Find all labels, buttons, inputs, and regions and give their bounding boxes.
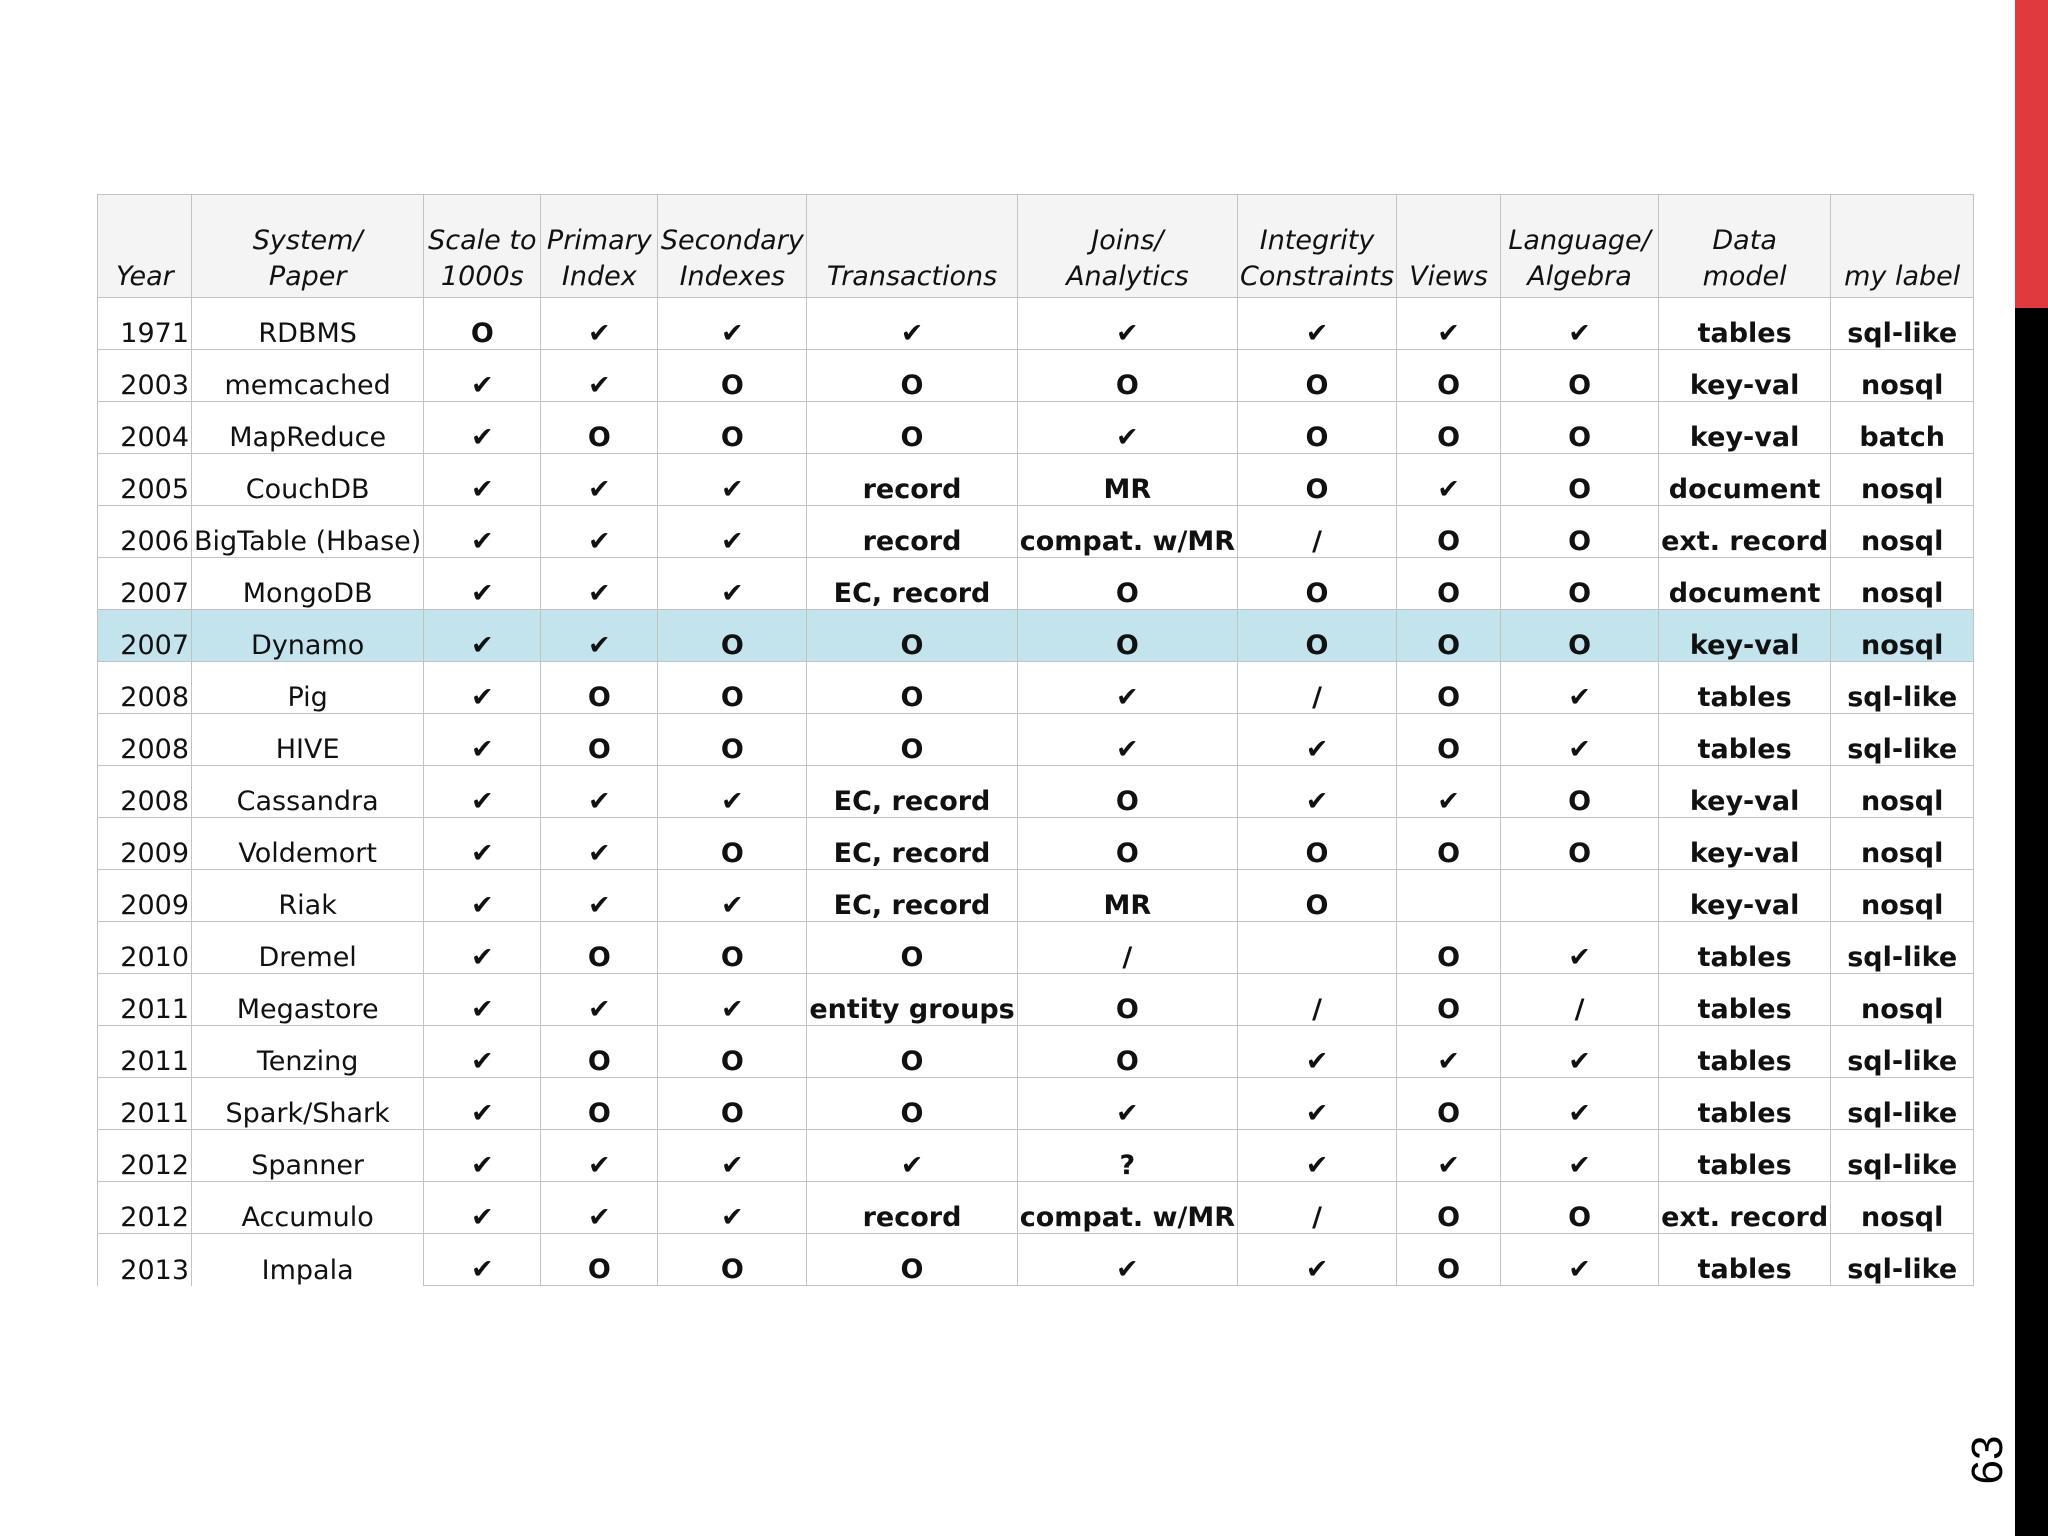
- cell-views: ✔: [1397, 1130, 1501, 1182]
- cell-views: [1397, 870, 1501, 922]
- cell-language-algebra: ✔: [1501, 1234, 1659, 1286]
- cell-views: O: [1397, 714, 1501, 766]
- cell-secondary-indexes: ✔: [658, 766, 807, 818]
- cell-views: O: [1397, 506, 1501, 558]
- cell-secondary-indexes: ✔: [658, 298, 807, 350]
- cell-integrity-constraints: ✔: [1238, 1234, 1397, 1286]
- cell-data-model: key-val: [1659, 350, 1831, 402]
- cell-scale-to-1000s: ✔: [424, 818, 541, 870]
- cell-my-label: sql-like: [1831, 1026, 1974, 1078]
- cell-views: O: [1397, 350, 1501, 402]
- cell-integrity-constraints: O: [1238, 818, 1397, 870]
- cell-primary-index: O: [541, 1026, 658, 1078]
- header-transactions: [807, 195, 1017, 298]
- cell-integrity-constraints: ✔: [1238, 298, 1397, 350]
- cell-system-paper: Tenzing: [192, 1026, 424, 1078]
- cell-data-model: key-val: [1659, 870, 1831, 922]
- cell-primary-index: ✔: [541, 974, 658, 1026]
- table-row: [98, 1182, 1974, 1234]
- cell-my-label: sql-like: [1831, 1130, 1974, 1182]
- cell-data-model: tables: [1659, 714, 1831, 766]
- table-row: [98, 662, 1974, 714]
- header-data-model-line: Data: [1712, 225, 1777, 256]
- header-data-model-line: model: [1702, 261, 1787, 292]
- header-year-line: Year: [116, 261, 174, 292]
- cell-transactions: ✔: [807, 1130, 1017, 1182]
- cell-data-model: tables: [1659, 1234, 1831, 1286]
- cell-primary-index: O: [541, 922, 658, 974]
- cell-secondary-indexes: ✔: [658, 974, 807, 1026]
- cell-language-algebra: ✔: [1501, 1078, 1659, 1130]
- header-primary-index: [541, 195, 658, 298]
- header-scale-to-1000s: [424, 195, 541, 298]
- cell-integrity-constraints: O: [1238, 454, 1397, 506]
- cell-scale-to-1000s: ✔: [424, 714, 541, 766]
- cell-views: ✔: [1397, 298, 1501, 350]
- cell-my-label: sql-like: [1831, 922, 1974, 974]
- cell-my-label: nosql: [1831, 870, 1974, 922]
- cell-data-model: document: [1659, 558, 1831, 610]
- cell-year: 2006: [98, 506, 192, 558]
- cell-language-algebra: ✔: [1501, 298, 1659, 350]
- cell-secondary-indexes: O: [658, 402, 807, 454]
- cell-year: 2007: [98, 610, 192, 662]
- cell-data-model: tables: [1659, 1130, 1831, 1182]
- cell-my-label: nosql: [1831, 818, 1974, 870]
- cell-year: 2013: [98, 1234, 192, 1286]
- cell-transactions: O: [807, 922, 1017, 974]
- cell-scale-to-1000s: ✔: [424, 974, 541, 1026]
- cell-secondary-indexes: ✔: [658, 558, 807, 610]
- cell-transactions: EC, record: [807, 766, 1017, 818]
- cell-joins-analytics: ✔: [1017, 1078, 1237, 1130]
- cell-transactions: O: [807, 402, 1017, 454]
- cell-scale-to-1000s: ✔: [424, 1234, 541, 1286]
- cell-system-paper: Riak: [192, 870, 424, 922]
- cell-system-paper: Megastore: [192, 974, 424, 1026]
- header-secondary-indexes: [658, 195, 807, 298]
- cell-joins-analytics: compat. w/MR: [1017, 506, 1237, 558]
- cell-year: 2010: [98, 922, 192, 974]
- header-language-algebra-line: Algebra: [1527, 261, 1632, 292]
- cell-language-algebra: O: [1501, 818, 1659, 870]
- cell-data-model: key-val: [1659, 818, 1831, 870]
- cell-language-algebra: [1501, 870, 1659, 922]
- cell-primary-index: O: [541, 402, 658, 454]
- cell-scale-to-1000s: ✔: [424, 662, 541, 714]
- cell-my-label: nosql: [1831, 558, 1974, 610]
- header-system-paper-line: Paper: [268, 261, 347, 292]
- header-joins-analytics-line: Joins/: [1091, 225, 1164, 256]
- sidebar-accent-black: [2015, 308, 2048, 1536]
- page-number: 63: [1963, 1435, 2012, 1485]
- table-header-row: [98, 195, 1974, 298]
- header-views-line: Views: [1409, 261, 1488, 292]
- cell-views: O: [1397, 1078, 1501, 1130]
- cell-year: 2011: [98, 1078, 192, 1130]
- cell-data-model: ext. record: [1659, 506, 1831, 558]
- table-row: [98, 558, 1974, 610]
- header-integrity-constraints-line: Constraints: [1240, 261, 1395, 292]
- table-row: [98, 506, 1974, 558]
- cell-my-label: nosql: [1831, 610, 1974, 662]
- table-row: [98, 818, 1974, 870]
- cell-joins-analytics: O: [1017, 350, 1237, 402]
- cell-transactions: O: [807, 1078, 1017, 1130]
- cell-joins-analytics: ✔: [1017, 714, 1237, 766]
- header-scale-to-1000s-line: Scale to: [428, 225, 537, 256]
- cell-system-paper: MapReduce: [192, 402, 424, 454]
- cell-secondary-indexes: ✔: [658, 454, 807, 506]
- cell-language-algebra: O: [1501, 506, 1659, 558]
- cell-joins-analytics: ✔: [1017, 1234, 1237, 1286]
- comparison-table: [97, 194, 1974, 1286]
- cell-scale-to-1000s: O: [424, 298, 541, 350]
- cell-system-paper: Spark/Shark: [192, 1078, 424, 1130]
- cell-my-label: batch: [1831, 402, 1974, 454]
- cell-integrity-constraints: O: [1238, 350, 1397, 402]
- cell-year: 2012: [98, 1182, 192, 1234]
- table-row: [98, 714, 1974, 766]
- cell-language-algebra: O: [1501, 454, 1659, 506]
- cell-primary-index: ✔: [541, 818, 658, 870]
- cell-my-label: nosql: [1831, 350, 1974, 402]
- cell-system-paper: RDBMS: [192, 298, 424, 350]
- cell-views: O: [1397, 922, 1501, 974]
- cell-scale-to-1000s: ✔: [424, 506, 541, 558]
- cell-integrity-constraints: O: [1238, 610, 1397, 662]
- cell-joins-analytics: O: [1017, 818, 1237, 870]
- cell-primary-index: ✔: [541, 558, 658, 610]
- cell-integrity-constraints: ✔: [1238, 766, 1397, 818]
- cell-data-model: key-val: [1659, 402, 1831, 454]
- cell-system-paper: memcached: [192, 350, 424, 402]
- cell-my-label: nosql: [1831, 1182, 1974, 1234]
- table-row: [98, 298, 1974, 350]
- cell-year: 2011: [98, 974, 192, 1026]
- cell-system-paper: Cassandra: [192, 766, 424, 818]
- cell-integrity-constraints: ✔: [1238, 1078, 1397, 1130]
- cell-scale-to-1000s: ✔: [424, 610, 541, 662]
- cell-scale-to-1000s: ✔: [424, 922, 541, 974]
- cell-scale-to-1000s: ✔: [424, 1182, 541, 1234]
- cell-views: ✔: [1397, 454, 1501, 506]
- cell-system-paper: Voldemort: [192, 818, 424, 870]
- cell-transactions: record: [807, 506, 1017, 558]
- cell-joins-analytics: O: [1017, 610, 1237, 662]
- cell-transactions: O: [807, 350, 1017, 402]
- cell-integrity-constraints: /: [1238, 974, 1397, 1026]
- header-transactions-line: Transactions: [826, 261, 998, 292]
- cell-views: ✔: [1397, 1026, 1501, 1078]
- cell-transactions: record: [807, 454, 1017, 506]
- cell-views: ✔: [1397, 766, 1501, 818]
- cell-primary-index: ✔: [541, 506, 658, 558]
- cell-secondary-indexes: ✔: [658, 1130, 807, 1182]
- header-primary-index-line: Primary: [546, 225, 652, 256]
- table-body: [98, 298, 1974, 1286]
- cell-my-label: nosql: [1831, 454, 1974, 506]
- cell-year: 2008: [98, 662, 192, 714]
- cell-primary-index: ✔: [541, 870, 658, 922]
- cell-integrity-constraints: ✔: [1238, 1026, 1397, 1078]
- cell-views: O: [1397, 1182, 1501, 1234]
- cell-integrity-constraints: ✔: [1238, 1130, 1397, 1182]
- cell-integrity-constraints: /: [1238, 506, 1397, 558]
- header-integrity-constraints-line: Integrity: [1259, 225, 1375, 256]
- cell-data-model: tables: [1659, 662, 1831, 714]
- cell-data-model: tables: [1659, 974, 1831, 1026]
- cell-secondary-indexes: O: [658, 818, 807, 870]
- cell-transactions: O: [807, 714, 1017, 766]
- header-my-label: [1831, 195, 1974, 298]
- cell-system-paper: Impala: [192, 1234, 424, 1286]
- cell-views: O: [1397, 662, 1501, 714]
- cell-year: 2005: [98, 454, 192, 506]
- cell-primary-index: O: [541, 714, 658, 766]
- header-views: [1397, 195, 1501, 298]
- cell-primary-index: ✔: [541, 766, 658, 818]
- cell-language-algebra: ✔: [1501, 662, 1659, 714]
- header-data-model: [1659, 195, 1831, 298]
- cell-data-model: tables: [1659, 922, 1831, 974]
- cell-views: O: [1397, 818, 1501, 870]
- table-row: [98, 402, 1974, 454]
- cell-year: 2007: [98, 558, 192, 610]
- cell-integrity-constraints: /: [1238, 1182, 1397, 1234]
- header-language-algebra-line: Language/: [1508, 225, 1651, 256]
- cell-data-model: document: [1659, 454, 1831, 506]
- cell-scale-to-1000s: ✔: [424, 350, 541, 402]
- cell-secondary-indexes: ✔: [658, 870, 807, 922]
- table-row: [98, 454, 1974, 506]
- cell-joins-analytics: O: [1017, 974, 1237, 1026]
- cell-year: 2012: [98, 1130, 192, 1182]
- cell-data-model: tables: [1659, 298, 1831, 350]
- cell-language-algebra: ✔: [1501, 1026, 1659, 1078]
- cell-primary-index: O: [541, 662, 658, 714]
- cell-secondary-indexes: ✔: [658, 506, 807, 558]
- cell-scale-to-1000s: ✔: [424, 766, 541, 818]
- cell-system-paper: Accumulo: [192, 1182, 424, 1234]
- cell-system-paper: BigTable (Hbase): [192, 506, 424, 558]
- cell-joins-analytics: compat. w/MR: [1017, 1182, 1237, 1234]
- cell-secondary-indexes: O: [658, 922, 807, 974]
- cell-primary-index: ✔: [541, 1182, 658, 1234]
- header-primary-index-line: Index: [561, 261, 637, 292]
- cell-transactions: O: [807, 1234, 1017, 1286]
- table-row: [98, 1078, 1974, 1130]
- cell-secondary-indexes: O: [658, 350, 807, 402]
- cell-primary-index: ✔: [541, 610, 658, 662]
- cell-joins-analytics: O: [1017, 766, 1237, 818]
- cell-year: 2003: [98, 350, 192, 402]
- cell-transactions: O: [807, 1026, 1017, 1078]
- cell-my-label: sql-like: [1831, 714, 1974, 766]
- cell-language-algebra: O: [1501, 1182, 1659, 1234]
- cell-scale-to-1000s: ✔: [424, 1130, 541, 1182]
- cell-transactions: entity groups: [807, 974, 1017, 1026]
- header-scale-to-1000s-line: 1000s: [440, 261, 524, 292]
- cell-transactions: ✔: [807, 298, 1017, 350]
- table-row: [98, 610, 1974, 662]
- cell-data-model: key-val: [1659, 610, 1831, 662]
- cell-system-paper: Dremel: [192, 922, 424, 974]
- cell-language-algebra: ✔: [1501, 1130, 1659, 1182]
- cell-data-model: tables: [1659, 1026, 1831, 1078]
- cell-integrity-constraints: O: [1238, 402, 1397, 454]
- header-year: [98, 195, 192, 298]
- cell-language-algebra: O: [1501, 350, 1659, 402]
- cell-secondary-indexes: ✔: [658, 1182, 807, 1234]
- table-row: [98, 1026, 1974, 1078]
- cell-language-algebra: O: [1501, 558, 1659, 610]
- cell-year: 2004: [98, 402, 192, 454]
- cell-integrity-constraints: O: [1238, 558, 1397, 610]
- cell-my-label: sql-like: [1831, 298, 1974, 350]
- cell-integrity-constraints: /: [1238, 662, 1397, 714]
- cell-my-label: nosql: [1831, 506, 1974, 558]
- cell-joins-analytics: O: [1017, 1026, 1237, 1078]
- cell-views: O: [1397, 402, 1501, 454]
- sidebar-accent-red: [2015, 0, 2048, 308]
- cell-transactions: EC, record: [807, 870, 1017, 922]
- cell-system-paper: Spanner: [192, 1130, 424, 1182]
- cell-system-paper: Dynamo: [192, 610, 424, 662]
- cell-views: O: [1397, 610, 1501, 662]
- cell-year: 2009: [98, 818, 192, 870]
- cell-transactions: EC, record: [807, 558, 1017, 610]
- table-row: [98, 1234, 1974, 1286]
- cell-scale-to-1000s: ✔: [424, 1026, 541, 1078]
- cell-secondary-indexes: O: [658, 1078, 807, 1130]
- cell-language-algebra: ✔: [1501, 922, 1659, 974]
- table-row: [98, 974, 1974, 1026]
- table-row: [98, 922, 1974, 974]
- cell-language-algebra: ✔: [1501, 714, 1659, 766]
- cell-primary-index: ✔: [541, 350, 658, 402]
- cell-joins-analytics: MR: [1017, 454, 1237, 506]
- table-row: [98, 870, 1974, 922]
- cell-my-label: sql-like: [1831, 1078, 1974, 1130]
- cell-year: 2008: [98, 766, 192, 818]
- cell-scale-to-1000s: ✔: [424, 402, 541, 454]
- header-joins-analytics: [1017, 195, 1237, 298]
- cell-system-paper: HIVE: [192, 714, 424, 766]
- cell-transactions: EC, record: [807, 818, 1017, 870]
- cell-language-algebra: O: [1501, 610, 1659, 662]
- cell-primary-index: O: [541, 1078, 658, 1130]
- cell-secondary-indexes: O: [658, 1234, 807, 1286]
- table-row: [98, 1130, 1974, 1182]
- cell-system-paper: Pig: [192, 662, 424, 714]
- cell-secondary-indexes: O: [658, 662, 807, 714]
- cell-primary-index: ✔: [541, 298, 658, 350]
- cell-integrity-constraints: O: [1238, 870, 1397, 922]
- cell-joins-analytics: /: [1017, 922, 1237, 974]
- header-language-algebra: [1501, 195, 1659, 298]
- cell-integrity-constraints: [1238, 922, 1397, 974]
- header-secondary-indexes-line: Secondary: [660, 225, 804, 256]
- cell-views: O: [1397, 1234, 1501, 1286]
- cell-language-algebra: O: [1501, 402, 1659, 454]
- cell-scale-to-1000s: ✔: [424, 454, 541, 506]
- cell-joins-analytics: ?: [1017, 1130, 1237, 1182]
- cell-year: 2008: [98, 714, 192, 766]
- cell-year: 2011: [98, 1026, 192, 1078]
- table-row: [98, 350, 1974, 402]
- cell-transactions: O: [807, 610, 1017, 662]
- cell-joins-analytics: O: [1017, 558, 1237, 610]
- header-system-paper-line: System/: [252, 225, 363, 256]
- cell-scale-to-1000s: ✔: [424, 870, 541, 922]
- cell-language-algebra: /: [1501, 974, 1659, 1026]
- cell-views: O: [1397, 558, 1501, 610]
- cell-joins-analytics: MR: [1017, 870, 1237, 922]
- cell-my-label: nosql: [1831, 766, 1974, 818]
- cell-year: 1971: [98, 298, 192, 350]
- cell-secondary-indexes: O: [658, 714, 807, 766]
- cell-transactions: record: [807, 1182, 1017, 1234]
- header-system-paper: [192, 195, 424, 298]
- cell-scale-to-1000s: ✔: [424, 558, 541, 610]
- cell-language-algebra: O: [1501, 766, 1659, 818]
- cell-scale-to-1000s: ✔: [424, 1078, 541, 1130]
- cell-joins-analytics: ✔: [1017, 298, 1237, 350]
- cell-data-model: tables: [1659, 1078, 1831, 1130]
- cell-primary-index: ✔: [541, 1130, 658, 1182]
- cell-transactions: O: [807, 662, 1017, 714]
- cell-views: O: [1397, 974, 1501, 1026]
- cell-joins-analytics: ✔: [1017, 662, 1237, 714]
- cell-year: 2009: [98, 870, 192, 922]
- cell-system-paper: CouchDB: [192, 454, 424, 506]
- cell-primary-index: ✔: [541, 454, 658, 506]
- cell-data-model: key-val: [1659, 766, 1831, 818]
- cell-my-label: sql-like: [1831, 662, 1974, 714]
- cell-secondary-indexes: O: [658, 1026, 807, 1078]
- header-integrity-constraints: [1238, 195, 1397, 298]
- cell-joins-analytics: ✔: [1017, 402, 1237, 454]
- cell-my-label: nosql: [1831, 974, 1974, 1026]
- header-joins-analytics-line: Analytics: [1066, 261, 1189, 292]
- cell-integrity-constraints: ✔: [1238, 714, 1397, 766]
- cell-data-model: ext. record: [1659, 1182, 1831, 1234]
- header-my-label-line: my label: [1844, 261, 1961, 292]
- header-secondary-indexes-line: Indexes: [679, 261, 786, 292]
- table-row: [98, 766, 1974, 818]
- cell-primary-index: O: [541, 1234, 658, 1286]
- cell-system-paper: MongoDB: [192, 558, 424, 610]
- cell-my-label: sql-like: [1831, 1234, 1974, 1286]
- cell-secondary-indexes: O: [658, 610, 807, 662]
